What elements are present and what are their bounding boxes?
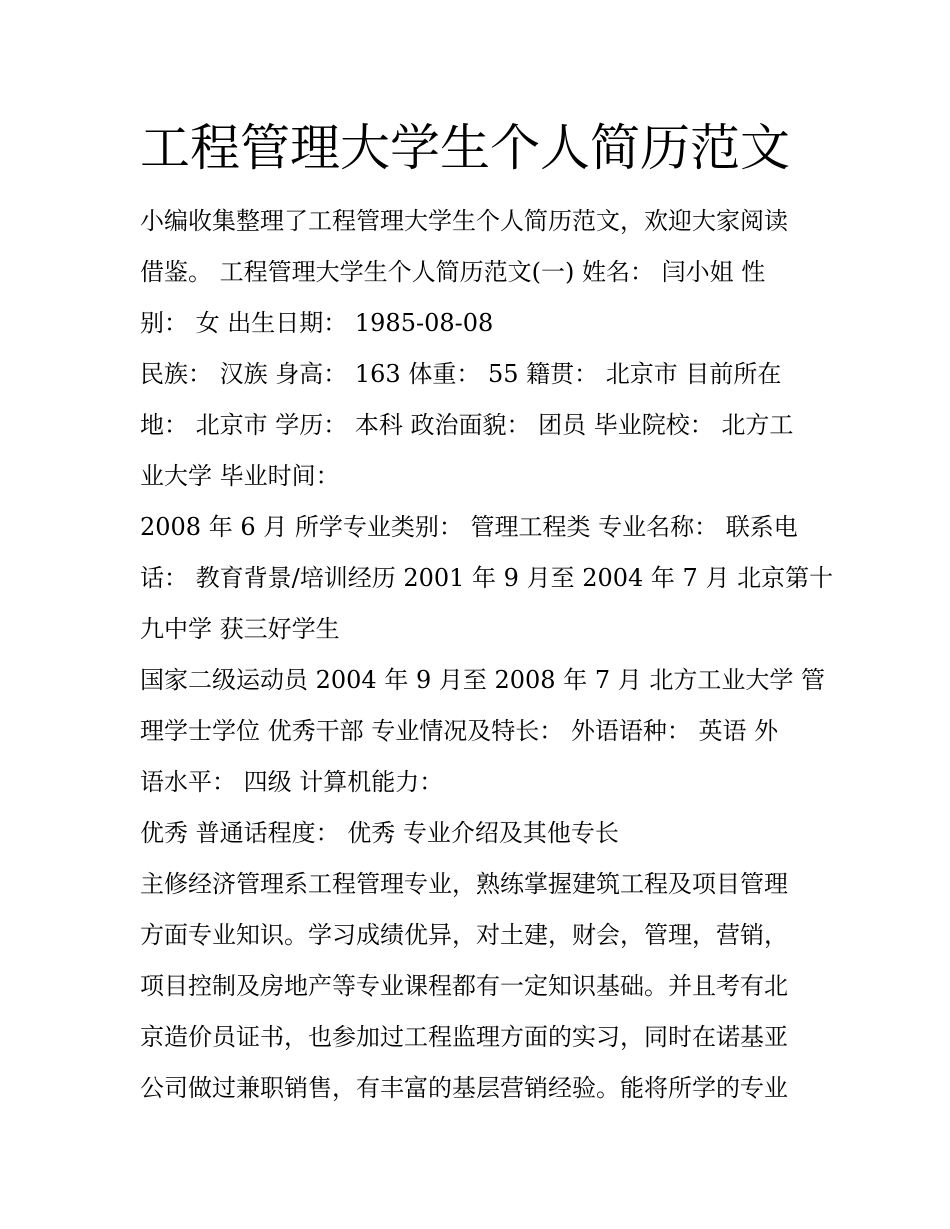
body-line: 项目控制及房地产等专业课程都有一定知识基础。并且考有北 <box>140 972 788 1000</box>
body-line: 方面专业知识。学习成绩优异，对土建，财会，管理，营销， <box>140 921 788 949</box>
body-line: 京造价员证书，也参加过工程监理方面的实习，同时在诺基亚 <box>140 1023 788 1051</box>
body-line: 优秀 普通话程度： 优秀 专业介绍及其他专长 <box>140 819 619 847</box>
body-line: 业大学 毕业时间： <box>140 462 340 490</box>
body-line: 借鉴。 工程管理大学生个人简历范文(一) 姓名： 闫小姐 性 <box>140 258 766 286</box>
body-line: 2008 年 6 月 所学专业类别： 管理工程类 专业名称： 联系电 <box>140 513 798 541</box>
body-line: 九中学 获三好学生 <box>140 615 340 643</box>
body-line: 主修经济管理系工程管理专业，熟练掌握建筑工程及项目管理 <box>140 870 788 898</box>
body-line: 理学士学位 优秀干部 专业情况及特长： 外语语种： 英语 外 <box>140 717 779 745</box>
body-line: 话： 教育背景/培训经历 2001 年 9 月至 2004 年 7 月 北京第十 <box>140 564 834 592</box>
body-line: 民族： 汉族 身高： 163 体重： 55 籍贯： 北京市 目前所在 <box>140 360 782 388</box>
body-line: 别： 女 出生日期： 1985-08-08 <box>140 309 494 337</box>
document-title: 工程管理大学生个人简历范文 <box>140 119 790 177</box>
body-line: 公司做过兼职销售，有丰富的基层营销经验。能将所学的专业 <box>140 1074 788 1102</box>
body-line: 小编收集整理了工程管理大学生个人简历范文，欢迎大家阅读 <box>140 207 788 235</box>
body-line: 地： 北京市 学历： 本科 政治面貌： 团员 毕业院校： 北方工 <box>140 411 794 439</box>
body-line: 语水平： 四级 计算机能力： <box>140 768 444 796</box>
body-line: 国家二级运动员 2004 年 9 月至 2008 年 7 月 北方工业大学 管 <box>140 666 825 694</box>
